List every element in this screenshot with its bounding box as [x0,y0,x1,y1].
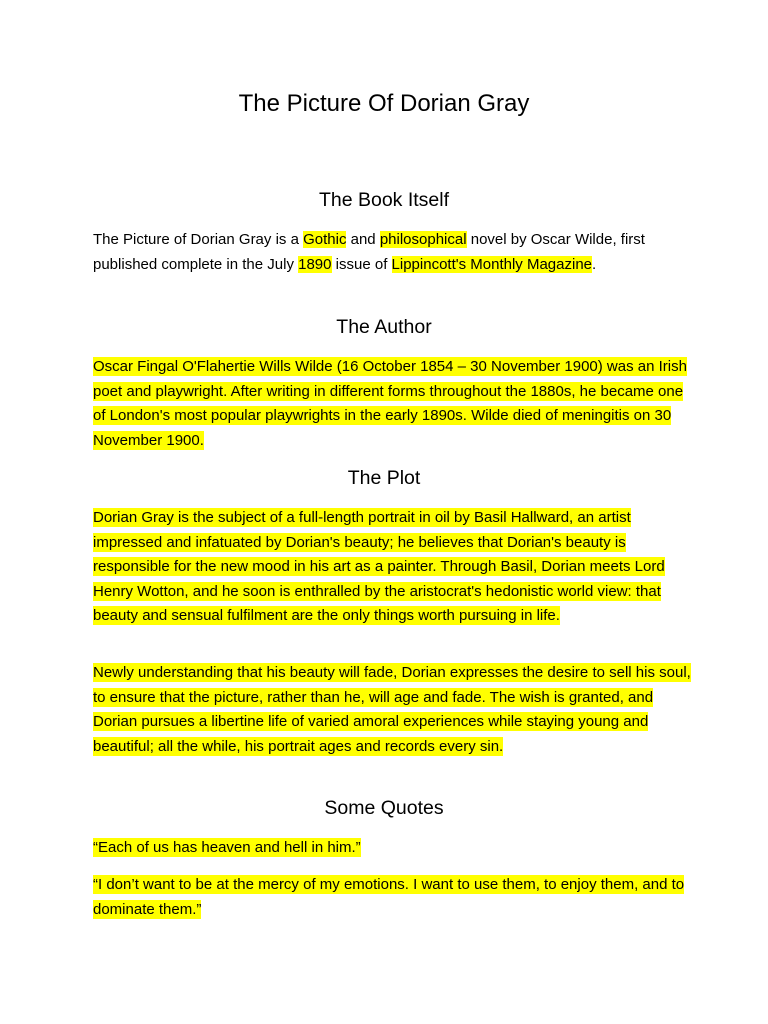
highlighted-text: Newly understanding that his beauty will fade, Dorian expresses the desire to sell his soul, to ensure that the picture, rather than he, will age and fade. The wish is granted, and Dorian pursues a libertine life of varied amoral experiences while staying young and beautiful; all the while, his portrait ages and records every sin. [93,664,691,755]
document-title: The Picture Of Dorian Gray [238,90,530,117]
body-text: novel by Oscar Wilde, first published complete in the July [93,231,645,273]
quote-2 [93,873,693,922]
heading-some-quotes: Some Quotes [324,797,444,819]
heading-the-author: The Author [336,316,432,338]
body-text: and [346,231,380,248]
paragraph-the-author [93,355,693,453]
quote-1 [93,836,693,861]
highlighted-text: Oscar Fingal O'Flahertie Wills Wilde (16 October 1854 – 30 November 1900) was an Irish poet and playwright. After writing in different forms throughout the 1880s, he became one of London's most popular playwrights in the early 1890s. Wilde died of meningitis on 30 November 1900. [93,358,687,449]
paragraph-plot-1 [93,506,693,629]
body-text: issue of [331,255,392,273]
heading-book-itself: The Book Itself [318,189,450,211]
highlighted-text: Dorian Gray is the subject of a full-length portrait in oil by Basil Hallward, an artist impressed and infatuated by Dorian's beauty; he believes that Dorian's beauty is responsible for the new mood in his art as a painter. Through Basil, Dorian meets Lord Henry Wotton, and he soon is enthralled by the aristocrat's hedonistic world view: that beauty and sensual fulfilment are the only things worth pursuing in life. [93,509,665,624]
body-text: . [592,255,597,273]
highlighted-text: “I don’t want to be at the mercy of my emotions. I want to use them, to enjoy them, and to dominate them.” [93,876,685,918]
paragraph-book-itself [93,228,693,277]
paragraph-plot-2 [93,661,693,759]
highlighted-text: 1890 [298,255,332,273]
highlighted-text: philosophical [379,231,467,248]
heading-the-plot: The Plot [347,467,421,489]
highlighted-text: Lippincott's Monthly Magazine [391,255,593,273]
highlighted-text: “Each of us has heaven and hell in him.” [93,839,361,856]
highlighted-text: Gothic [303,231,347,248]
body-text: The Picture of Dorian Gray is a [93,231,304,248]
